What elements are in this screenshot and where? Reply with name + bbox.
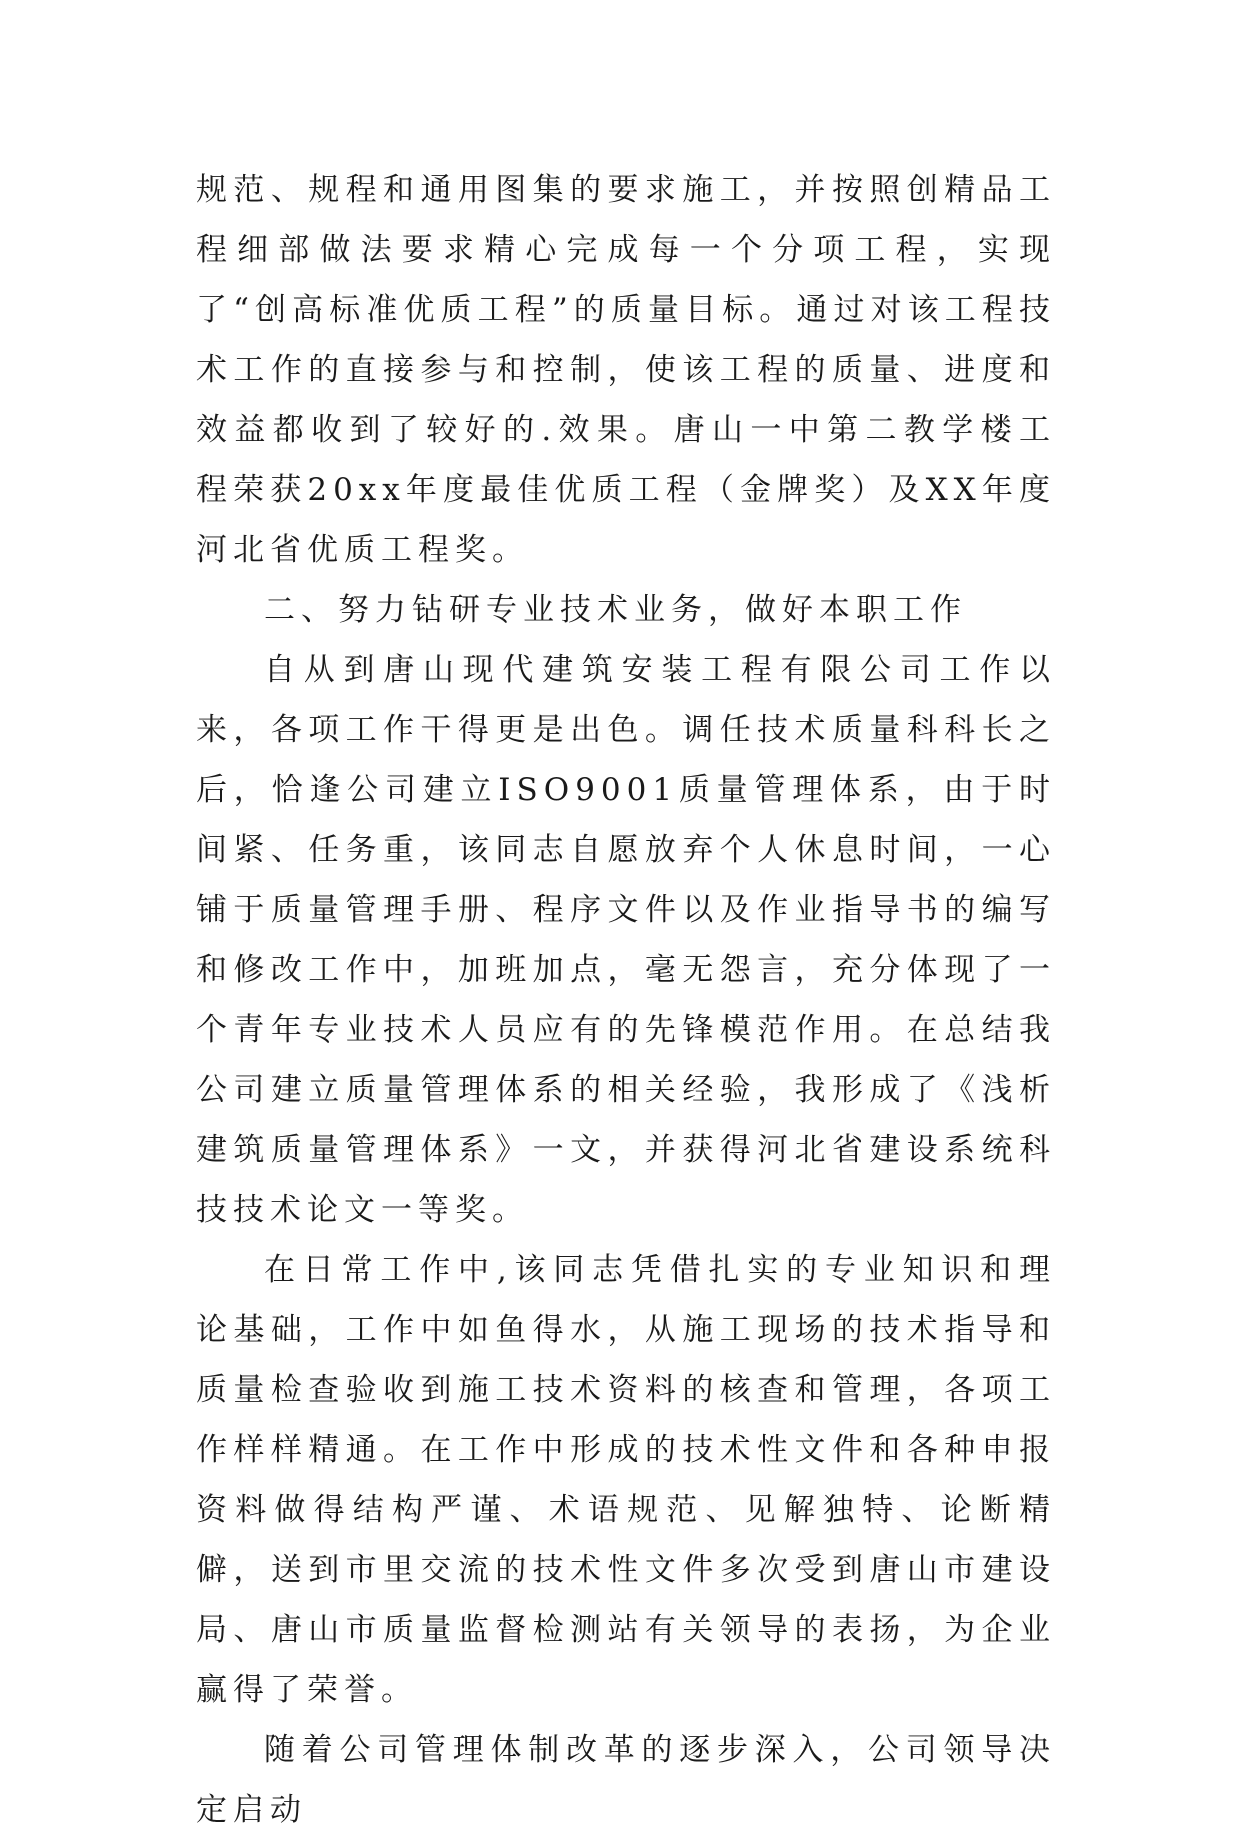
document-body [196, 160, 1056, 1840]
paragraph: 在日常工作中,该同志凭借扎实的专业知识和理论基础，工作中如鱼得水，从施工现场的技术指导和质量检查验收到施工技术资料的核查和管理，各项工作样样精通。在工作中形成的技术性文件和各种申报资料做得结构严谨、术语规范、见解独特、论断精僻，送到市里交流的技术性文件多次受到唐山市建设局、唐山市质量监督检测站有关领导的表扬，为企业赢得了荣誉。 [196, 1252, 1056, 1708]
paragraph: 随着公司管理体制改革的逐步深入，公司领导决定启动 [196, 1732, 1056, 1828]
paragraph: 自从到唐山现代建筑安装工程有限公司工作以来，各项工作干得更是出色。调任技术质量科科长之后，恰逢公司建立ISO9001质量管理体系，由于时间紧、任务重，该同志自愿放弃个人休息时间，一心铺于质量管理手册、程序文件以及作业指导书的编写和修改工作中，加班加点，毫无怨言，充分体现了一个青年专业技术人员应有的先锋模范作用。在总结我公司建立质量管理体系的相关经验，我形成了《浅析建筑质量管理体系》一文，并获得河北省建设系统科技技术论文一等奖。 [196, 652, 1056, 1228]
section-heading: 二、努力钻研专业技术业务，做好本职工作 [264, 592, 967, 628]
paragraph-continuation: 规范、规程和通用图集的要求施工，并按照创精品工程细部做法要求精心完成每一个分项工程，实现了“创高标准优质工程”的质量目标。通过对该工程技术工作的直接参与和控制，使该工程的质量、进度和效益都收到了较好的.效果。唐山一中第二教学楼工程荣获20xx年度最佳优质工程（金牌奖）及XX年度河北省优质工程奖。 [196, 172, 1056, 568]
